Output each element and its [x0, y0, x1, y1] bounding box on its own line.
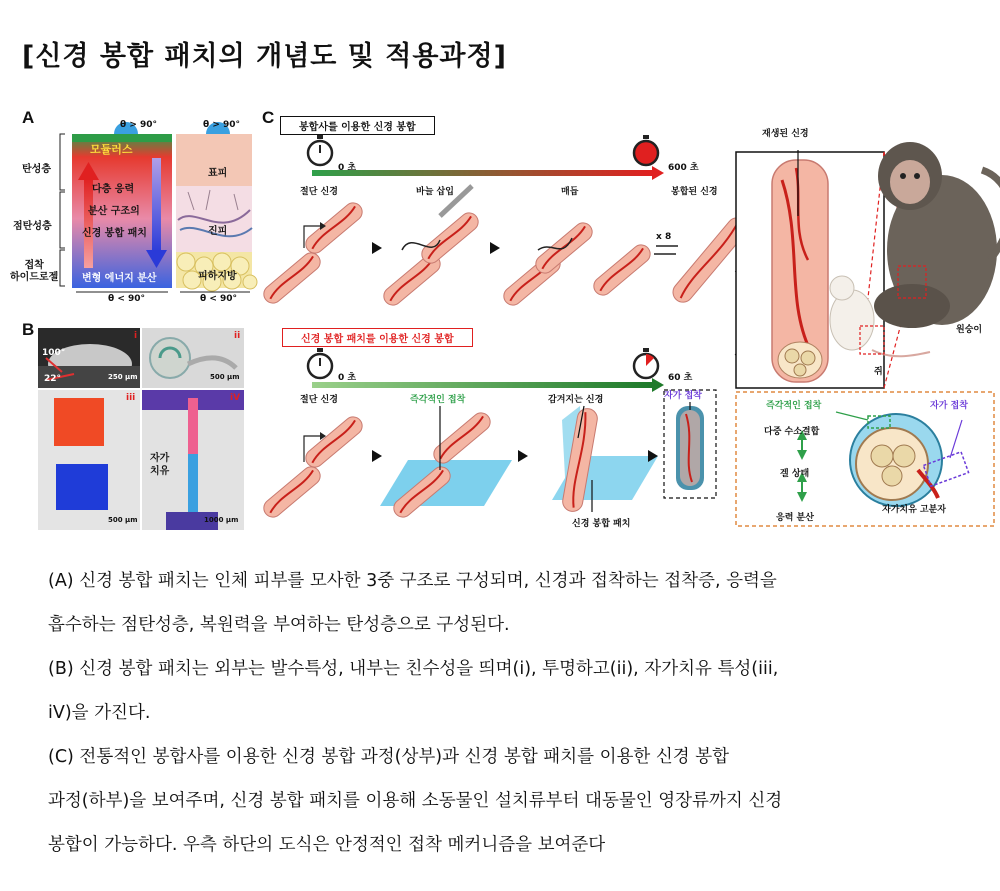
c-top-step-1: 절단 신경 [300, 187, 338, 197]
c-mech-3: 응력 분산 [776, 513, 814, 523]
a-angle-top-1: θ > 90° [120, 120, 158, 130]
c-top-box: 봉합사를 이용한 신경 봉합 [280, 116, 435, 135]
b-scale-3: 500 μm [108, 516, 138, 524]
c-bot-step-4: 자가 접착 [664, 391, 702, 401]
panel-c-figure [262, 120, 1000, 530]
panel-b-figure [38, 328, 244, 530]
c-mouse: 쥐 [874, 367, 883, 377]
c-bot-t1: 60 초 [668, 373, 693, 383]
caption-line-6: 과정(하부)을 보여주며, 신경 봉합 패치를 이용해 소동물인 설치류부터 대동물인 영장류까지 신경 [48, 791, 783, 811]
c-mech-1: 다중 수소결합 [764, 427, 820, 437]
a-layer-adhesive: 접착 하이드로젤 [10, 260, 59, 283]
c-mech-self: 자가 접착 [930, 401, 968, 411]
panel-a-label: A [22, 108, 35, 127]
a-energy: 변형 에너지 분산 [82, 273, 157, 284]
panel-b-label: B [22, 320, 35, 339]
c-monkey: 원숭이 [956, 325, 983, 335]
c-mech-2: 겔 상태 [780, 469, 810, 479]
caption-line-5: (C) 전통적인 봉합사를 이용한 신경 봉합 과정(상부)과 신경 봉합 패치를 이용한 신경 봉합 [48, 747, 730, 767]
c-top-step-3: 매듭 [561, 187, 579, 197]
a-angle-top-2: θ > 90° [203, 120, 241, 130]
b-scale-4: 1000 μm [204, 516, 239, 524]
a-skin-dermis: 진피 [208, 226, 228, 237]
c-mech-polymer: 자가치유 고분자 [882, 505, 946, 515]
caption-line-7: 봉합이 가능하다. 우측 하단의 도식은 안정적인 접착 메커니즘을 보여준다 [48, 835, 606, 855]
c-regenerated: 재생된 신경 [762, 129, 809, 139]
caption-line-4: iV)을 가진다. [48, 703, 151, 723]
c-top-t1: 600 초 [668, 163, 699, 173]
c-patch: 신경 봉합 패치 [572, 519, 631, 529]
c-bottom-box: 신경 봉합 패치를 이용한 신경 봉합 [282, 328, 473, 347]
page-title: [신경 봉합 패치의 개념도 및 적용과정] [22, 41, 507, 72]
a-angle-bottom-2: θ < 90° [200, 294, 238, 304]
b-scale-2: 500 μm [210, 373, 240, 381]
c-bot-step-1: 절단 신경 [300, 395, 338, 405]
b-angle-22: 22° [44, 374, 62, 384]
c-bot-step-2: 즉각적인 접착 [410, 395, 466, 405]
a-modulus: 모듈러스 [90, 143, 133, 156]
b-tag-iv: iV [230, 393, 241, 403]
a-angle-bottom-1: θ < 90° [108, 294, 146, 304]
b-selfheal: 자가 치유 [150, 453, 170, 477]
c-top-step-2: 바늘 삽입 [416, 187, 454, 197]
panel-c-label: C [262, 108, 275, 127]
a-layer-viscoelastic: 점탄성층 [13, 221, 52, 232]
a-layer-elastic: 탄성층 [22, 164, 51, 175]
a-mid-2: 분산 구조의 [88, 206, 140, 217]
c-top-t0: 0 초 [338, 163, 357, 173]
a-mid-1: 다층 응력 [92, 184, 135, 195]
b-tag-ii: ii [234, 331, 241, 341]
b-tag-i: i [134, 331, 138, 341]
a-mid-3: 신경 봉합 패치 [82, 228, 147, 239]
b-scale-1: 250 μm [108, 373, 138, 381]
a-skin-fat: 피하지방 [198, 271, 237, 282]
c-mech-title: 즉각적인 접착 [766, 401, 822, 411]
c-bot-step-3: 감겨지는 신경 [548, 395, 604, 405]
c-x8: x 8 [656, 232, 672, 242]
c-top-step-4: 봉합된 신경 [671, 187, 718, 197]
a-skin-epidermis: 표피 [208, 168, 228, 179]
caption-line-2: 흡수하는 점탄성층, 복원력을 부여하는 탄성층으로 구성된다. [48, 615, 510, 635]
b-tag-iii: iii [126, 393, 136, 403]
b-angle-100: 100° [42, 348, 66, 358]
caption-line-1: (A) 신경 봉합 패치는 인체 피부를 모사한 3중 구조로 구성되며, 신경과 접착하는 접착증, 응력을 [48, 571, 777, 591]
c-bot-t0: 0 초 [338, 373, 357, 383]
caption-line-3: (B) 신경 봉합 패치는 외부는 발수특성, 내부는 친수성을 띄며(i), 투명하고(ii), 자가치유 특성(iii, [48, 659, 779, 679]
